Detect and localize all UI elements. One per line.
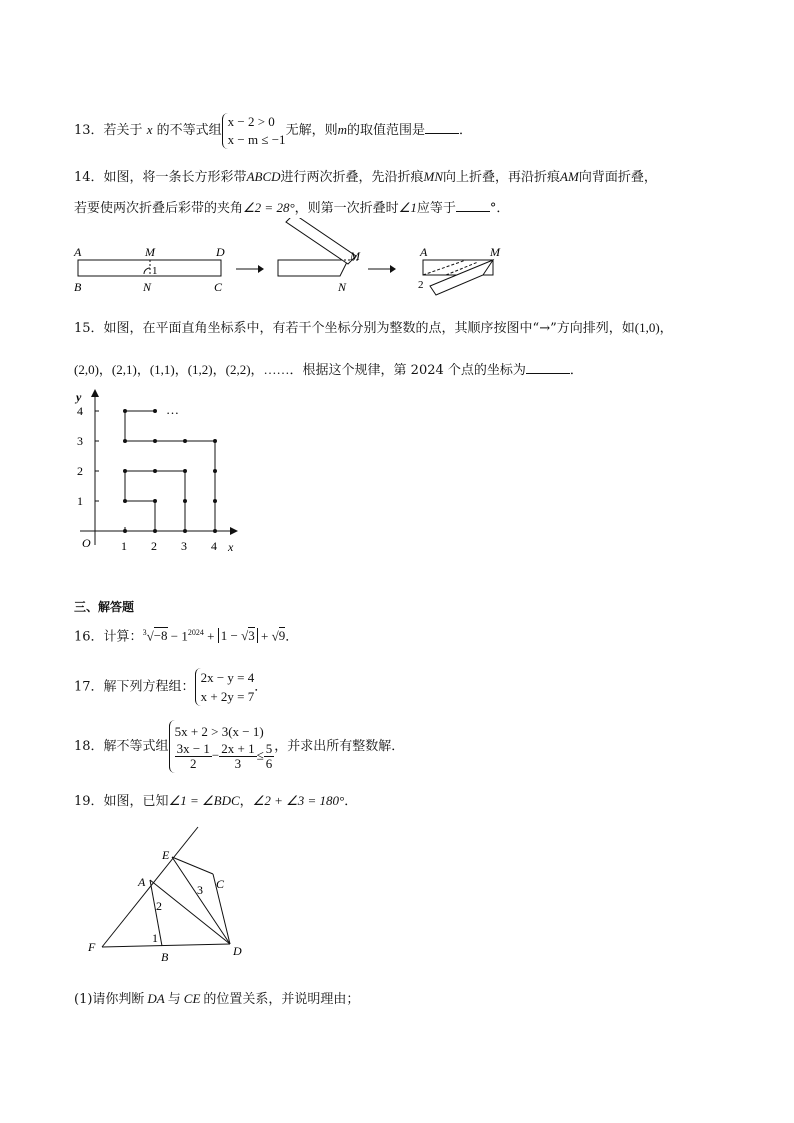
inequality-1: x − 2 > 0 [227,113,275,129]
segment-ed [172,857,230,944]
x-tick-label: 2 [151,539,157,553]
exponent: 2024 [187,628,204,637]
crease-mn: MN [423,169,444,184]
variable-m: m [337,122,347,137]
operator: − [211,747,220,763]
label-n: N [143,280,152,294]
question-text: 的取值范围是 [346,123,425,138]
question-text: 如图，在平面直角坐标系中，有若干个坐标分别为整数的点，其顺序按图中“→”方向排列，如 [103,321,635,336]
fold-step-1 [278,218,358,276]
question-text: 向上折叠，再沿折痕 [443,170,561,185]
angle-1-arc [144,268,150,274]
label-c: C [216,877,225,891]
label-c: C [214,280,223,294]
angle-2-value: ∠2 = 28° [243,200,295,215]
label-b: B [161,950,169,964]
question-14-line-2 [74,197,509,216]
question-18 [74,720,404,773]
condition-1: ∠1 = ∠BDC [168,793,240,808]
condition-2: ∠2 + ∠3 = 180° [252,793,345,808]
question-text: 进行两次折叠，先沿折痕 [280,170,424,185]
period: ． [254,679,268,695]
arrow-right-icon [236,265,264,273]
answer-blank[interactable] [526,361,570,374]
x-axis-label: x [228,540,234,554]
question-text: 向背面折叠， [578,170,657,185]
period: ． [344,794,358,809]
question-text: °． [489,201,510,216]
question-text: ，则第一次折叠时 [294,201,399,216]
question-number: 16． [74,629,104,645]
question-text: 若关于 [103,123,143,138]
question-text: 如图，将一条长方形彩带 [103,170,247,185]
answer-blank[interactable] [456,199,490,212]
question-text: 计算： [103,629,143,645]
y-ticks [95,411,99,501]
angle-label-2: 2 [156,899,162,913]
coordinate-path-figure [70,385,255,557]
inequality-system [169,720,275,773]
fraction [264,742,275,771]
question-14-line-1 [74,166,657,185]
numerator: 5 [265,741,273,756]
question-number: 15． [74,321,104,336]
question-text: (1)请你判断 [74,992,145,1007]
question-number: 19． [74,794,104,809]
label-n: N [338,280,347,294]
rect-abcd: ABCD [246,169,281,184]
label-m: M [145,245,155,259]
angle-label-1: 1 [152,931,158,945]
expression-part: + [257,628,272,644]
inequality-system [222,113,286,149]
y-tick-label: 3 [77,434,83,448]
equation-1: 2x − y = 4 [200,670,255,685]
absolute-value: 1 − √3 [218,628,258,643]
question-15-line-2 [74,359,583,378]
continuation-dots: … [166,402,179,417]
question-text: 无解，则 [285,123,338,138]
crease-am: AM [560,169,579,184]
label-m: M [350,249,360,263]
line-ce: CE [183,991,201,1006]
line-fe [102,827,198,947]
fraction [175,742,212,771]
variable-x: x [146,122,153,137]
inequality-1: 5x + 2 > 3(x − 1) [174,724,264,739]
label-a: A [138,875,146,889]
fraction [219,742,256,771]
x-tick-label: 1 [121,539,127,553]
question-text: 与 [167,992,181,1007]
label-a: A [74,245,82,259]
label-d: D [216,245,225,259]
label-a: A [420,245,428,259]
equation-system [195,668,255,706]
folding-figure [70,218,520,300]
fold-step-2 [423,260,493,295]
question-text: 如图，已知 [103,794,169,809]
sqrt-radicand: 3 [248,628,255,644]
cube-root-sign: √ [146,628,154,644]
sqrt-radicand: 9 [278,628,286,644]
question-text: 解不等式组 [103,739,169,754]
expression-part: 1 − [220,628,242,644]
angle-label-2: 2 [418,279,424,291]
y-tick-label: 2 [77,464,83,478]
numerator: 2x + 1 [221,741,255,756]
question-text: 解下列方程组： [103,679,195,695]
x-ticks [125,527,215,531]
denominator: 3 [234,756,242,771]
question-text: 的位置关系，并说明理由； [203,992,360,1007]
label-f: F [88,940,96,954]
angle-label-3: 3 [197,883,203,897]
label-m: M [490,245,500,259]
question-15-line-1 [74,317,673,336]
label-d: D [233,944,242,958]
question-text: 的不等式组 [156,123,222,138]
denominator: 2 [189,756,197,771]
denominator: 6 [265,756,273,771]
question-19-part-1 [74,988,359,1007]
question-number: 18． [74,739,104,754]
y-tick-label: 4 [77,404,83,418]
point-sequence: (2,0)，(2,1)，(1,1)，(1,2)，(2,2)，…… [74,362,290,377]
arrow-right-icon [368,265,396,273]
period: ． [458,123,472,138]
origin-label: O [82,536,91,550]
label-e: E [162,848,170,862]
x-axis-arrow [230,527,238,535]
label-b: B [74,280,82,294]
question-text: ， [659,321,673,336]
question-text: ，并求出所有整数解． [274,739,405,754]
question-text: ， [239,794,253,809]
question-16: 16．计算：$^3√-8 - 1^{2024} + 1 - √3 + √9$． [74,628,299,645]
inequality-2: x − m ≤ −1 [227,131,286,147]
y-tick-label: 1 [77,494,83,508]
line-da: DA [147,991,165,1006]
period: ． [569,363,583,378]
question-number: 14． [74,170,104,185]
question-number: 17． [74,679,104,695]
segment-fb [102,944,230,947]
numerator: 3x − 1 [176,741,210,756]
y-axis-arrow [91,389,99,397]
question-text: 若要使两次折叠后彩带的夹角 [74,201,244,216]
y-axis-label: y [76,390,82,404]
x-tick-label: 4 [211,539,217,553]
question-17 [74,668,267,706]
x-tick-label: 3 [181,539,187,553]
expression-part: − 1 [167,628,188,644]
question-number: 13． [74,123,104,138]
period: ． [285,628,299,644]
expression-part: + [203,628,218,644]
equation-2: x + 2y = 7 [200,689,255,704]
angle-label-1: 1 [152,265,158,277]
point-path [125,411,215,531]
geometry-figure [80,822,255,964]
question-13 [74,110,472,150]
answer-blank[interactable] [425,121,459,134]
section-heading: 三、解答题 [74,600,135,614]
question-text: ．根据这个规律，第 2024 个点的坐标为 [289,363,526,378]
angle-1: ∠1 [398,200,417,215]
question-text: 应等于 [416,201,456,216]
point-coordinate: (1,0) [634,320,660,335]
cube-root-radicand: −8 [153,628,168,644]
question-19 [74,790,357,809]
operator: ≤ [256,747,264,763]
